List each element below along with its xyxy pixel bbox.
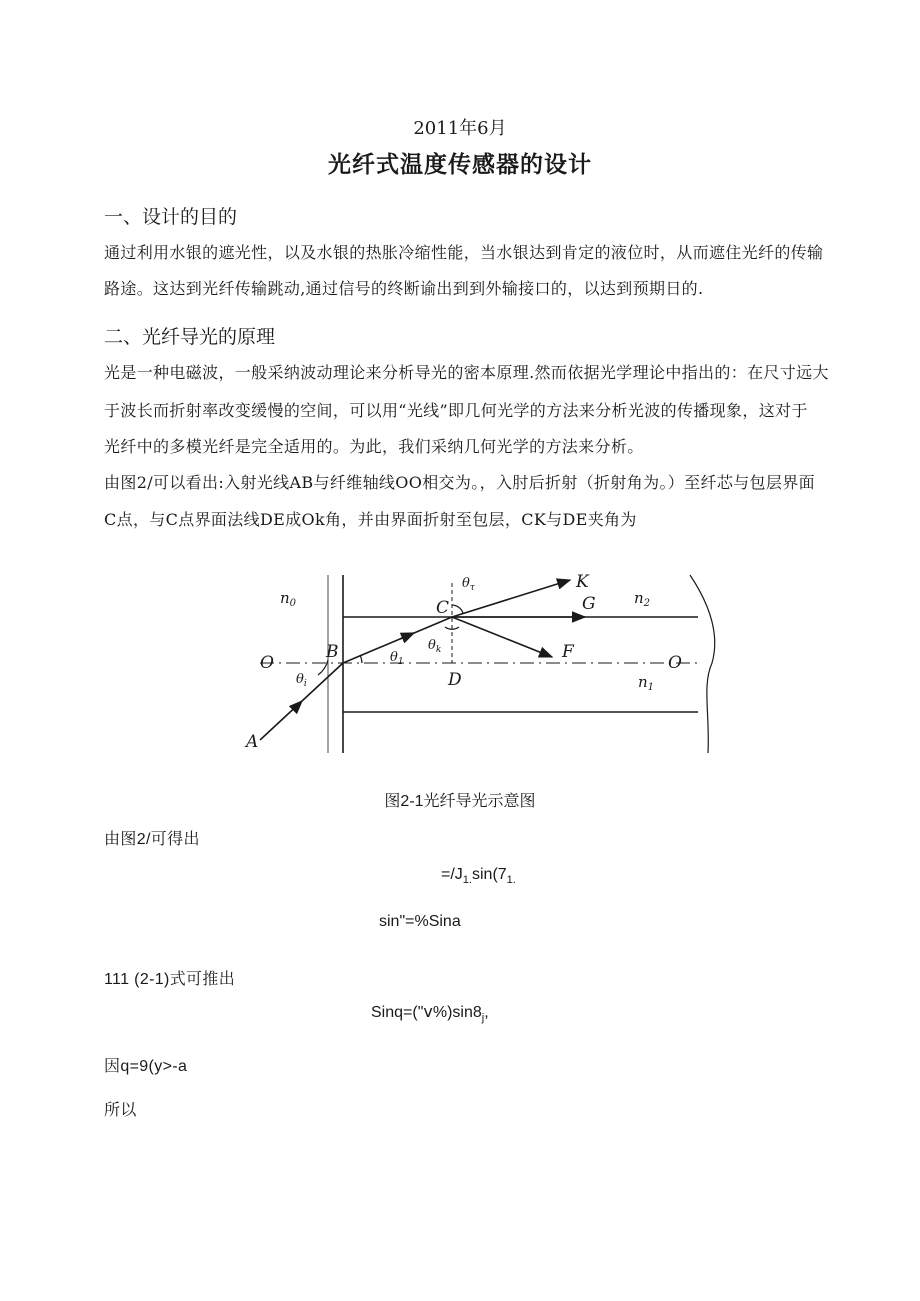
label-theta-k: $\theta_k$ [428, 638, 442, 655]
angle-arc-theta-i [318, 660, 328, 675]
label-o-left: O [260, 653, 274, 673]
label-n2: $n_2$ [634, 589, 651, 609]
fiber-break-edge [690, 575, 715, 753]
ray-cf [452, 617, 552, 657]
section2-line-3: 光纤中的多模光纤是完全适用的。为此，我们采纳几何光学的方法来分析。 [104, 437, 644, 456]
label-n0: $n_0$ [280, 589, 297, 609]
section2-heading: 二、光纤导光的原理 [104, 326, 276, 348]
section1-heading: 一、设计的目的 [104, 206, 238, 228]
equation-3: $Sinq=("ⅴ\%)\sin 8_j$, [371, 1004, 489, 1025]
figure-caption: 图2-1光纤导光示意图 [384, 793, 536, 810]
label-f: F [562, 642, 574, 662]
derivation-intro: 由图2/可得出 [104, 831, 200, 848]
label-theta-i: $\theta_i$ [296, 672, 307, 689]
label-theta-r: $\theta_\tau$ [462, 576, 475, 593]
refracted-ray-arrow [400, 633, 414, 639]
document-date: 2011年6月 [413, 118, 507, 139]
label-c: C [436, 598, 450, 618]
label-k: K [576, 572, 589, 592]
derivation-step-2: 111 (2-1)式可推出 [104, 971, 236, 988]
label-g: G [582, 594, 596, 614]
label-b: B [326, 642, 339, 662]
angle-arc-theta-1 [360, 655, 362, 663]
section2-line-2: 于波长而折射率改变缓慢的空间，可以用“光线”即几何光学的方法来分析光波的传播现象，这对于 [104, 401, 808, 420]
label-a: A [246, 732, 259, 752]
label-o-right: O [668, 653, 682, 673]
section2-line-1: 光是一种电磁波，一般采纳波动理论来分析导光的密本原理.然而依据光学理论中指出的：在尺寸远大 [104, 363, 829, 382]
fiber-light-guide-diagram [240, 565, 720, 770]
section2-line-5: C点，与C点界面法线DE成Ok角，并由界面折射至包层，CK与DE夹角为 [104, 510, 637, 529]
equation-4: 因q=9(y>-a [104, 1058, 188, 1075]
section1-line-2: 路途。这达到光纤传输跳动,通过信号的终断谕出到到外输接口的，以达到预期日的. [104, 279, 704, 298]
incident-ray-arrow [298, 701, 302, 705]
label-d: D [448, 670, 462, 690]
equation-2: sin"=%Sina [379, 913, 461, 930]
angle-arc-theta-r [452, 605, 463, 613]
document-title: 光纤式温度传感器的设计 [328, 151, 592, 177]
section1-line-1: 通过利用水银的遮光性，以及水银的热胀冷缩性能，当水银达到肯定的液位时，从而遮住光纤的传输 [104, 243, 824, 262]
label-n1: $n_1$ [638, 673, 655, 693]
derivation-conclusion: 所以 [104, 1102, 137, 1119]
label-theta-1: $\theta_1$ [390, 650, 404, 667]
equation-1: $=/J_{1.}\sin(7_{1.}$ [441, 866, 516, 887]
section2-line-4: 由图2/可以看出:入射光线AB与纤维轴线OO相交为。，入肘后折射（折射角为。）至纤芯与包层界面 [104, 473, 815, 492]
